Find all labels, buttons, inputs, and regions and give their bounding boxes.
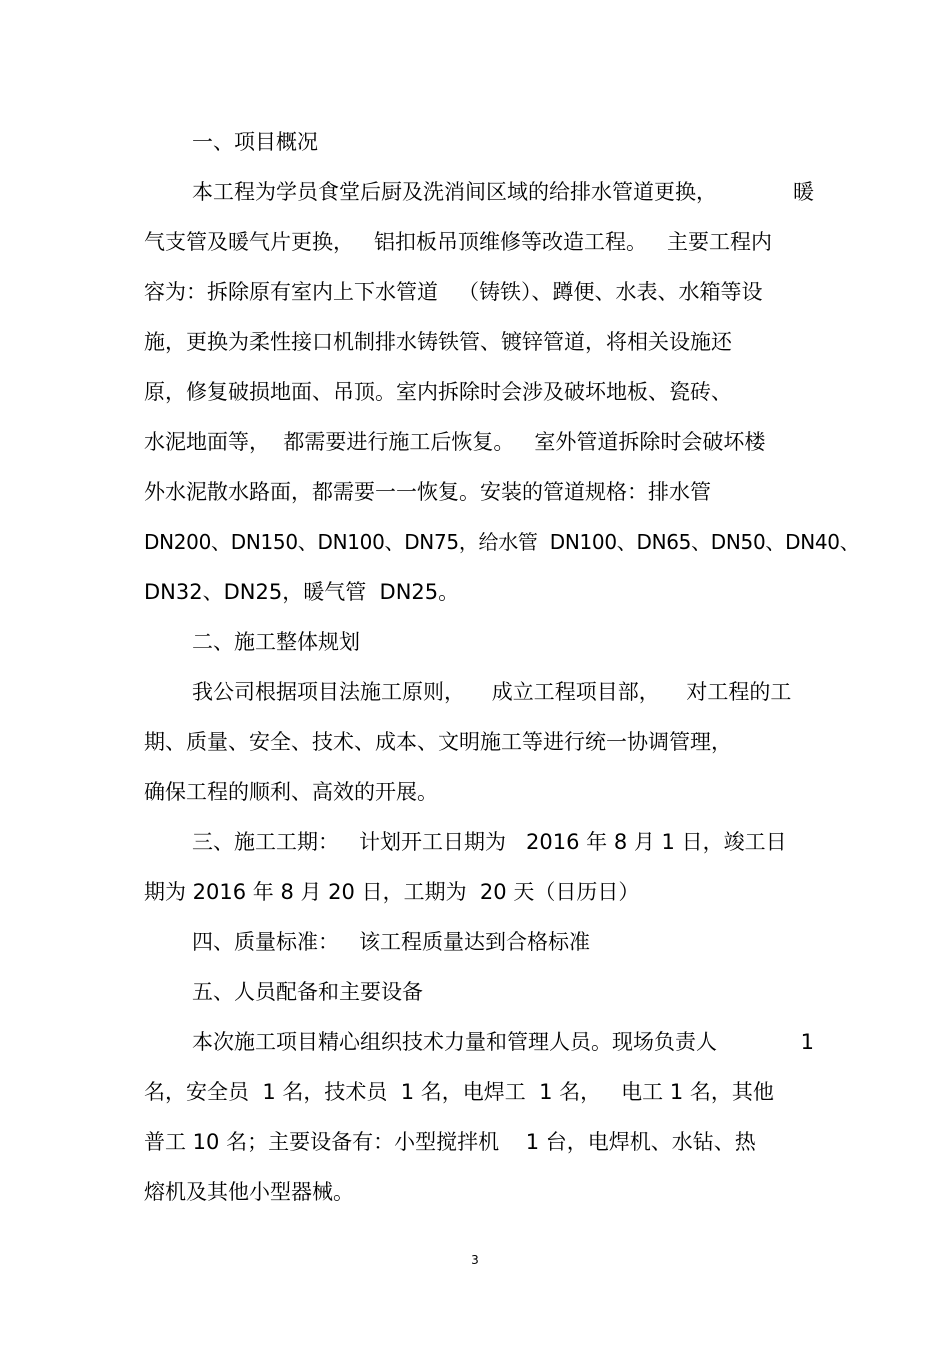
paragraph-text: 1 xyxy=(800,1030,814,1054)
paragraph-line: 容为：拆除原有室内上下水管道 （铸铁）、蹲便、水表、水箱等设 xyxy=(144,280,763,304)
section-heading-construction-plan: 二、施工整体规划 xyxy=(192,630,360,654)
paragraph-text: 本次施工项目精心组织技术力量和管理人员。现场负责人 xyxy=(192,1030,717,1054)
section-heading-construction-period: 三、施工工期： 计划开工日期为 2016 年 8 月 1 日，竣工日 xyxy=(192,830,787,854)
paragraph-line xyxy=(192,178,814,206)
paragraph-text: 暖 xyxy=(793,180,814,204)
paragraph-line: 外水泥散水路面，都需要一一恢复。安装的管道规格：排水管 xyxy=(144,480,711,504)
paragraph-line: 期为 2016 年 8 月 20 日，工期为 20 天（日历日） xyxy=(144,880,640,904)
paragraph-line: 熔机及其他小型器械。 xyxy=(144,1180,354,1204)
paragraph-line-pipe-specs: DN32、DN25，暖气管 DN25。 xyxy=(144,580,460,604)
section-heading-project-overview: 一、项目概况 xyxy=(192,130,318,154)
paragraph-line: 气支管及暖气片更换， 铝扣板吊顶维修等改造工程。 主要工程内 xyxy=(144,230,773,254)
paragraph-line: 原，修复破损地面、吊顶。室内拆除时会涉及破坏地板、瓷砖、 xyxy=(144,380,732,404)
paragraph-line: 名，安全员 1 名，技术员 1 名，电焊工 1 名， 电工 1 名，其他 xyxy=(144,1080,774,1104)
paragraph-line: 确保工程的顺利、高效的开展。 xyxy=(144,780,438,804)
paragraph-line: 水泥地面等， 都需要进行施工后恢复。 室外管道拆除时会破坏楼 xyxy=(144,430,766,454)
paragraph-line-pipe-specs: DN200、DN150、DN100、DN75，给水管 DN100、DN65、DN50、DN40、 xyxy=(144,530,860,554)
paragraph-line: 我公司根据项目法施工原则， 成立工程项目部， 对工程的工 xyxy=(192,680,792,704)
page-number: 3 xyxy=(471,1253,479,1267)
paragraph-text: 本工程为学员食堂后厨及洗消间区域的给排水管道更换， xyxy=(192,180,717,204)
paragraph-line: 普工 10 名；主要设备有：小型搅拌机 1 台，电焊机、水钻、热 xyxy=(144,1130,756,1154)
paragraph-line: 期、质量、安全、技术、成本、文明施工等进行统一协调管理， xyxy=(144,730,732,754)
paragraph-line xyxy=(192,1028,814,1056)
section-heading-quality-standard: 四、质量标准： 该工程质量达到合格标准 xyxy=(192,930,591,954)
section-heading-staffing-equipment: 五、人员配备和主要设备 xyxy=(192,980,423,1004)
paragraph-line: 施，更换为柔性接口机制排水铸铁管、镀锌管道，将相关设施还 xyxy=(144,330,732,354)
